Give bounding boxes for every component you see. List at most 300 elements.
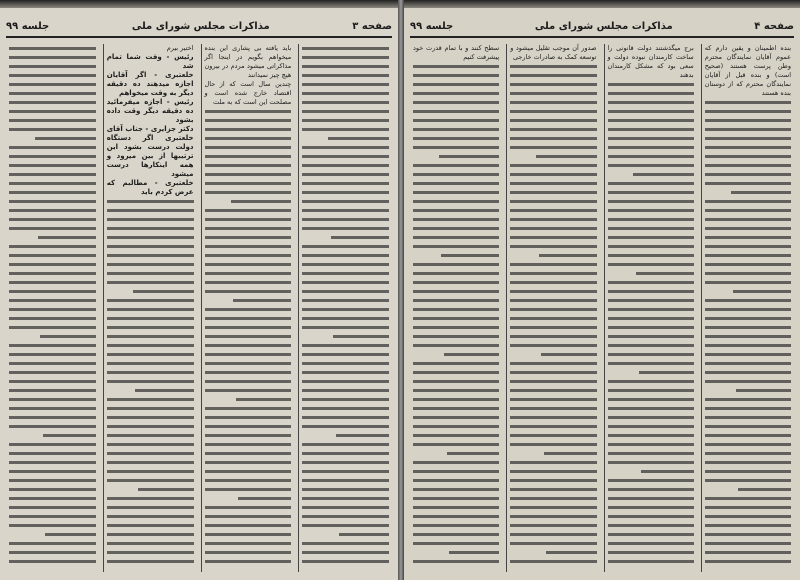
session-number: جلسه ۹۹ <box>6 20 50 32</box>
print-line <box>9 494 96 503</box>
print-line <box>205 539 292 548</box>
print-line <box>205 287 292 296</box>
print-line <box>9 80 96 89</box>
print-line <box>510 431 596 440</box>
page-header <box>6 16 392 38</box>
print-line <box>9 107 96 116</box>
print-line <box>510 98 596 107</box>
print-line <box>705 521 791 530</box>
print-line <box>205 251 292 260</box>
print-line <box>510 350 596 359</box>
print-line <box>608 458 694 467</box>
print-line <box>510 440 596 449</box>
print-line <box>510 107 596 116</box>
print-line <box>9 413 96 422</box>
print-line <box>302 386 389 395</box>
print-line <box>302 98 389 107</box>
print-line <box>608 188 694 197</box>
print-line <box>608 89 694 98</box>
print-line <box>608 557 694 566</box>
print-line <box>9 467 96 476</box>
print-line <box>510 197 596 206</box>
print-line <box>9 503 96 512</box>
print-line <box>413 449 499 458</box>
print-line <box>107 260 194 269</box>
print-line <box>107 512 194 521</box>
print-line <box>9 170 96 179</box>
print-line <box>510 278 596 287</box>
print-line <box>413 152 499 161</box>
print-line <box>205 296 292 305</box>
print-line <box>205 530 292 539</box>
print-line <box>705 98 791 107</box>
print-line <box>510 116 596 125</box>
print-line <box>705 107 791 116</box>
print-line <box>608 260 694 269</box>
print-line <box>302 197 389 206</box>
print-line <box>9 449 96 458</box>
print-line <box>510 161 596 170</box>
print-line <box>107 341 194 350</box>
print-line <box>107 296 194 305</box>
print-line <box>705 179 791 188</box>
print-line <box>205 449 292 458</box>
print-line <box>302 350 389 359</box>
print-line <box>205 440 292 449</box>
print-line <box>510 503 596 512</box>
print-line <box>205 134 292 143</box>
print-line <box>302 125 389 134</box>
print-line <box>608 431 694 440</box>
print-line <box>205 476 292 485</box>
print-line <box>608 548 694 557</box>
print-line <box>302 530 389 539</box>
print-line <box>510 341 596 350</box>
left-page <box>0 8 398 580</box>
print-line <box>302 404 389 413</box>
print-line <box>302 44 389 53</box>
print-line <box>608 197 694 206</box>
print-line <box>705 467 791 476</box>
print-line <box>608 395 694 404</box>
print-line <box>608 233 694 242</box>
print-line <box>205 323 292 332</box>
print-line <box>107 332 194 341</box>
print-line <box>705 161 791 170</box>
print-line <box>510 314 596 323</box>
print-line <box>510 548 596 557</box>
print-line <box>608 368 694 377</box>
print-line <box>510 476 596 485</box>
print-line <box>608 530 694 539</box>
print-line <box>302 494 389 503</box>
print-line <box>608 377 694 386</box>
print-line <box>302 557 389 566</box>
print-line <box>510 233 596 242</box>
print-line <box>9 134 96 143</box>
print-line <box>302 206 389 215</box>
print-line <box>608 323 694 332</box>
print-line <box>705 233 791 242</box>
print-line <box>9 323 96 332</box>
print-line <box>205 116 292 125</box>
print-line <box>302 323 389 332</box>
print-line <box>107 377 194 386</box>
print-line <box>107 530 194 539</box>
print-line <box>9 539 96 548</box>
print-line <box>107 431 194 440</box>
print-line <box>705 377 791 386</box>
print-line <box>9 314 96 323</box>
print-line <box>413 242 499 251</box>
print-line <box>413 251 499 260</box>
print-line <box>705 314 791 323</box>
print-line <box>302 224 389 233</box>
print-line <box>413 458 499 467</box>
print-line <box>705 287 791 296</box>
print-line <box>510 260 596 269</box>
session-number: جلسه ۹۹ <box>410 20 454 32</box>
print-line <box>705 449 791 458</box>
print-line <box>107 539 194 548</box>
print-line <box>608 332 694 341</box>
print-line <box>705 557 791 566</box>
print-line <box>107 251 194 260</box>
print-line <box>413 278 499 287</box>
print-line <box>705 125 791 134</box>
print-line <box>608 521 694 530</box>
print-line <box>302 413 389 422</box>
print-line <box>107 557 194 566</box>
print-line <box>302 143 389 152</box>
print-line <box>510 512 596 521</box>
print-line <box>302 395 389 404</box>
print-line <box>9 404 96 413</box>
print-line <box>413 440 499 449</box>
print-line <box>107 440 194 449</box>
print-line <box>705 323 791 332</box>
print-line <box>510 242 596 251</box>
print-line <box>9 350 96 359</box>
print-line <box>510 179 596 188</box>
print-line <box>608 512 694 521</box>
print-line <box>9 305 96 314</box>
print-line <box>705 503 791 512</box>
print-line <box>107 404 194 413</box>
print-line <box>608 134 694 143</box>
print-line <box>9 179 96 188</box>
print-line <box>107 368 194 377</box>
print-line <box>608 116 694 125</box>
print-line <box>107 215 194 224</box>
print-line <box>413 215 499 224</box>
print-line <box>608 440 694 449</box>
paragraph: برج میگذشتند دولت قانونی را ساخت کارمندان نبوده دولت و سعی بود که مشکل کارمندان بدهند <box>607 44 694 79</box>
print-line <box>510 71 596 80</box>
print-line <box>705 260 791 269</box>
print-line <box>107 323 194 332</box>
print-line <box>9 242 96 251</box>
print-line <box>107 278 194 287</box>
print-line <box>510 494 596 503</box>
print-line <box>413 188 499 197</box>
print-line <box>705 296 791 305</box>
print-line <box>107 314 194 323</box>
print-line <box>413 134 499 143</box>
print-line <box>413 197 499 206</box>
print-line <box>413 89 499 98</box>
paragraph: بنده اطمینان و یقین دارم که عموم آقایان نمایندگان محترم وطن پرست هستند (صحیح است) و بنده قبل از آقایان نمایندگان محترم که از دوستان بنده هستند <box>704 44 791 97</box>
print-line <box>302 215 389 224</box>
print-line <box>413 476 499 485</box>
print-line <box>9 530 96 539</box>
print-line <box>205 359 292 368</box>
print-line <box>705 251 791 260</box>
print-line <box>510 359 596 368</box>
print-line <box>302 251 389 260</box>
print-line <box>510 296 596 305</box>
print-line <box>510 287 596 296</box>
print-line <box>705 422 791 431</box>
print-line <box>9 125 96 134</box>
print-line <box>705 116 791 125</box>
print-line <box>107 386 194 395</box>
print-line <box>205 242 292 251</box>
print-line <box>205 413 292 422</box>
print-line <box>9 44 96 53</box>
print-line <box>705 368 791 377</box>
print-line <box>705 134 791 143</box>
print-line <box>705 548 791 557</box>
print-line <box>510 386 596 395</box>
print-line <box>705 539 791 548</box>
print-line <box>107 197 194 206</box>
print-line <box>302 242 389 251</box>
print-line <box>413 350 499 359</box>
print-line <box>413 530 499 539</box>
print-line <box>608 206 694 215</box>
print-line <box>510 539 596 548</box>
print-line <box>608 404 694 413</box>
print-line <box>608 494 694 503</box>
paragraph: چندین سال است که از حال اقتصاد خارج شده است و مصلحت این است که به ملت <box>204 80 292 106</box>
right-page <box>404 8 800 580</box>
print-line <box>302 368 389 377</box>
print-line <box>510 170 596 179</box>
print-line <box>413 179 499 188</box>
print-line <box>705 341 791 350</box>
print-line <box>9 62 96 71</box>
print-line <box>9 485 96 494</box>
print-line <box>9 431 96 440</box>
print-line <box>705 152 791 161</box>
print-line <box>608 98 694 107</box>
print-line <box>413 485 499 494</box>
print-line <box>608 224 694 233</box>
print-line <box>413 404 499 413</box>
print-line <box>413 512 499 521</box>
print-line <box>413 494 499 503</box>
print-line <box>510 134 596 143</box>
print-line <box>413 161 499 170</box>
print-line <box>205 269 292 278</box>
print-line <box>413 107 499 116</box>
print-line <box>413 287 499 296</box>
print-line <box>205 548 292 557</box>
print-line <box>413 260 499 269</box>
print-line <box>510 413 596 422</box>
print-line <box>9 53 96 62</box>
print-line <box>510 530 596 539</box>
print-line <box>608 503 694 512</box>
print-line <box>107 521 194 530</box>
print-line <box>9 440 96 449</box>
print-line <box>302 152 389 161</box>
print-line <box>510 377 596 386</box>
print-line <box>107 287 194 296</box>
print-line <box>205 512 292 521</box>
print-line <box>107 548 194 557</box>
print-line <box>705 359 791 368</box>
print-line <box>510 458 596 467</box>
print-line <box>302 485 389 494</box>
print-line <box>205 206 292 215</box>
print-line <box>608 170 694 179</box>
print-line <box>107 233 194 242</box>
print-line <box>302 71 389 80</box>
print-line <box>705 143 791 152</box>
print-line <box>413 71 499 80</box>
print-line <box>205 305 292 314</box>
print-line <box>302 476 389 485</box>
print-line <box>608 341 694 350</box>
print-line <box>608 161 694 170</box>
print-line <box>302 377 389 386</box>
print-line <box>510 251 596 260</box>
print-line <box>510 224 596 233</box>
print-line <box>608 467 694 476</box>
text-column <box>103 44 197 572</box>
print-line <box>413 341 499 350</box>
print-line <box>705 530 791 539</box>
print-line <box>510 89 596 98</box>
print-line <box>413 170 499 179</box>
print-line <box>608 422 694 431</box>
print-line <box>9 422 96 431</box>
print-line <box>302 188 389 197</box>
print-line <box>510 188 596 197</box>
print-line <box>9 296 96 305</box>
print-line <box>9 260 96 269</box>
print-line <box>608 269 694 278</box>
text-column <box>506 44 599 572</box>
print-line <box>510 368 596 377</box>
print-line <box>9 521 96 530</box>
print-line <box>413 539 499 548</box>
text-column <box>604 44 697 572</box>
print-line <box>302 359 389 368</box>
print-line <box>705 332 791 341</box>
print-line <box>9 233 96 242</box>
print-line <box>9 188 96 197</box>
print-line <box>205 368 292 377</box>
print-line <box>205 188 292 197</box>
print-line <box>107 458 194 467</box>
text-column <box>701 44 794 572</box>
print-line <box>9 377 96 386</box>
print-line <box>608 215 694 224</box>
print-line <box>510 143 596 152</box>
print-line <box>107 395 194 404</box>
print-line <box>302 278 389 287</box>
print-line <box>302 80 389 89</box>
print-line <box>205 377 292 386</box>
print-line <box>205 404 292 413</box>
print-line <box>608 287 694 296</box>
print-line <box>413 62 499 71</box>
text-column <box>298 44 392 572</box>
print-line <box>302 341 389 350</box>
print-line <box>205 197 292 206</box>
page-title: مذاکرات مجلس شورای ملی <box>534 20 673 32</box>
print-line <box>705 278 791 287</box>
print-line <box>9 206 96 215</box>
print-line <box>9 458 96 467</box>
print-line <box>302 233 389 242</box>
print-line <box>413 305 499 314</box>
print-line <box>413 116 499 125</box>
print-line <box>608 296 694 305</box>
print-line <box>608 143 694 152</box>
print-line <box>205 332 292 341</box>
print-line <box>608 305 694 314</box>
print-line <box>413 314 499 323</box>
print-line <box>205 314 292 323</box>
speaker-line: رئیس - وقت شما تمام شد <box>106 53 194 70</box>
print-line <box>510 152 596 161</box>
print-line <box>705 215 791 224</box>
print-line <box>705 476 791 485</box>
page-title: مذاکرات مجلس شورای ملی <box>131 20 270 32</box>
print-line <box>608 107 694 116</box>
print-line <box>9 161 96 170</box>
print-line <box>413 323 499 332</box>
print-line <box>205 485 292 494</box>
print-line <box>9 116 96 125</box>
print-line <box>608 476 694 485</box>
print-line <box>205 341 292 350</box>
print-line <box>205 107 292 116</box>
print-line <box>705 242 791 251</box>
print-line <box>510 323 596 332</box>
print-line <box>510 521 596 530</box>
print-line <box>302 305 389 314</box>
print-line <box>413 413 499 422</box>
print-line <box>302 458 389 467</box>
print-line <box>413 332 499 341</box>
print-line <box>9 386 96 395</box>
print-line <box>205 557 292 566</box>
print-line <box>205 170 292 179</box>
print-line <box>107 422 194 431</box>
print-line <box>302 116 389 125</box>
print-line <box>205 521 292 530</box>
print-line <box>9 152 96 161</box>
print-line <box>9 278 96 287</box>
print-line <box>302 548 389 557</box>
print-line <box>9 287 96 296</box>
print-line <box>413 359 499 368</box>
